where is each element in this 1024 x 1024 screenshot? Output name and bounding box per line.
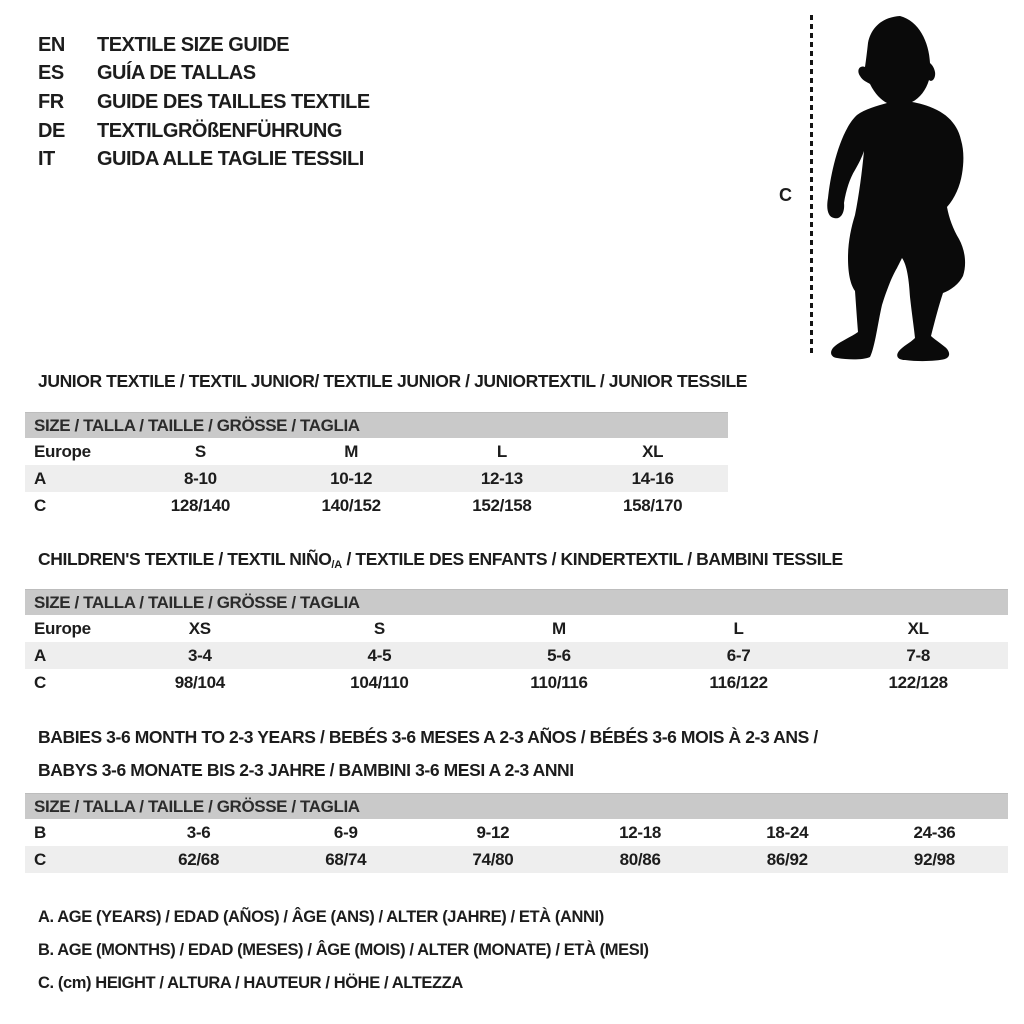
lang-code: IT (38, 148, 55, 171)
height-cell: 104/110 (350, 673, 409, 692)
height-cell: 80/86 (619, 850, 661, 869)
height-cell: 68/74 (325, 850, 367, 869)
lang-title: GUIDE DES TAILLES TEXTILE (97, 90, 370, 113)
table-row (25, 438, 728, 465)
height-cell: 122/128 (888, 673, 948, 692)
lang-row-de (38, 117, 370, 146)
age-cell: 6-7 (726, 646, 751, 665)
age-cell: 9-12 (476, 823, 510, 842)
lang-code: DE (38, 119, 65, 142)
title-part: / TEXTILE DES ENFANTS / KINDERTEXTIL / BAMBINI TESSILE (342, 549, 843, 569)
age-cell: 12-13 (480, 469, 523, 488)
note-age-years: A. AGE (YEARS) / EDAD (AÑOS) / ÂGE (ANS) / ALTER (JAHRE) / ETÀ (ANNI) (38, 908, 604, 926)
row-label: C (34, 673, 46, 692)
note-height-cm: C. (cm) HEIGHT / ALTURA / HAUTEUR / HÖHE / ALTEZZA (38, 974, 463, 992)
table-row (25, 465, 728, 492)
age-cell: 5-6 (547, 646, 571, 665)
row-label: A (34, 646, 46, 665)
lang-code: EN (38, 33, 65, 56)
height-cell: 92/98 (913, 850, 955, 869)
lang-title: TEXTILGRÖßENFÜHRUNG (97, 119, 342, 142)
age-cell: 24-36 (913, 823, 956, 842)
size-cell: S (373, 619, 385, 638)
age-cell: 3-6 (186, 823, 211, 842)
note-age-months: B. AGE (MONTHS) / EDAD (MESES) / ÂGE (MOIS) / ALTER (MONATE) / ETÀ (MESI) (38, 941, 649, 959)
table-row (25, 819, 1008, 846)
lang-row-fr (38, 88, 370, 117)
age-cell: 8-10 (183, 469, 217, 488)
height-cell: 62/68 (178, 850, 220, 869)
language-header (38, 31, 370, 174)
title-part-subscript: /A (331, 559, 343, 571)
lang-row-it (38, 145, 370, 174)
age-cell: 4-5 (367, 646, 392, 665)
size-cell: XS (188, 619, 211, 638)
row-label: Europe (34, 619, 91, 638)
height-cell: 152/158 (472, 496, 532, 515)
size-cell: L (496, 442, 507, 461)
size-cell: XL (642, 442, 664, 461)
height-cell: 86/92 (766, 850, 808, 869)
row-label: Europe (34, 442, 91, 461)
row-label: A (34, 469, 46, 488)
age-cell: 18-24 (766, 823, 809, 842)
height-measure-label: C (779, 185, 792, 205)
height-cell: 140/152 (321, 496, 381, 515)
children-table-title (38, 549, 843, 571)
age-cell: 6-9 (333, 823, 358, 842)
row-label: B (34, 823, 46, 842)
size-cell: XL (907, 619, 929, 638)
title-part: CHILDREN'S TEXTILE / TEXTIL NIÑO (38, 549, 332, 569)
height-measure-dotted-line (810, 15, 813, 355)
junior-size-table (25, 412, 728, 519)
lang-row-es (38, 60, 370, 89)
children-size-table (25, 589, 1008, 696)
table-row (25, 642, 1008, 669)
lang-title: GUÍA DE TALLAS (97, 62, 256, 85)
age-cell: 12-18 (619, 823, 662, 842)
toddler-silhouette-icon (815, 10, 975, 362)
height-cell: 74/80 (472, 850, 514, 869)
babies-size-table (25, 793, 1008, 873)
junior-table-title: JUNIOR TEXTILE / TEXTIL JUNIOR/ TEXTILE JUNIOR / JUNIORTEXTIL / JUNIOR TESSILE (38, 371, 748, 391)
lang-code: FR (38, 90, 64, 113)
lang-row-en (38, 31, 370, 60)
size-header-bar: SIZE / TALLA / TAILLE / GRÖSSE / TAGLIA (25, 412, 728, 438)
height-cell: 98/104 (174, 673, 225, 692)
table-row (25, 492, 728, 519)
size-cell: M (552, 619, 566, 638)
row-label: C (34, 850, 46, 869)
age-cell: 3-4 (187, 646, 212, 665)
height-cell: 116/122 (709, 673, 768, 692)
height-cell: 158/170 (622, 496, 683, 515)
row-label: C (34, 496, 46, 515)
size-header-bar: SIZE / TALLA / TAILLE / GRÖSSE / TAGLIA (25, 793, 1008, 819)
age-cell: 10-12 (330, 469, 373, 488)
age-cell: 7-8 (906, 646, 930, 665)
age-cell: 14-16 (631, 469, 674, 488)
table-row (25, 846, 1008, 873)
table-row (25, 669, 1008, 696)
babies-table-title-line2: BABYS 3-6 MONATE BIS 2-3 JAHRE / BAMBINI 3-6 MESI A 2-3 ANNI (38, 760, 574, 780)
height-cell: 128/140 (170, 496, 231, 515)
size-header-bar: SIZE / TALLA / TAILLE / GRÖSSE / TAGLIA (25, 589, 1008, 615)
size-cell: S (194, 442, 206, 461)
table-row (25, 615, 1008, 642)
height-cell: 110/116 (530, 673, 588, 692)
lang-title: GUIDA ALLE TAGLIE TESSILI (97, 148, 364, 171)
size-cell: L (733, 619, 744, 638)
lang-code: ES (38, 62, 64, 85)
size-cell: M (344, 442, 359, 461)
lang-title: TEXTILE SIZE GUIDE (97, 33, 290, 56)
babies-table-title-line1: BABIES 3-6 MONTH TO 2-3 YEARS / BEBÉS 3-6 MESES A 2-3 AÑOS / BÉBÉS 3-6 MOIS À 2-3 ANS / (38, 727, 818, 747)
